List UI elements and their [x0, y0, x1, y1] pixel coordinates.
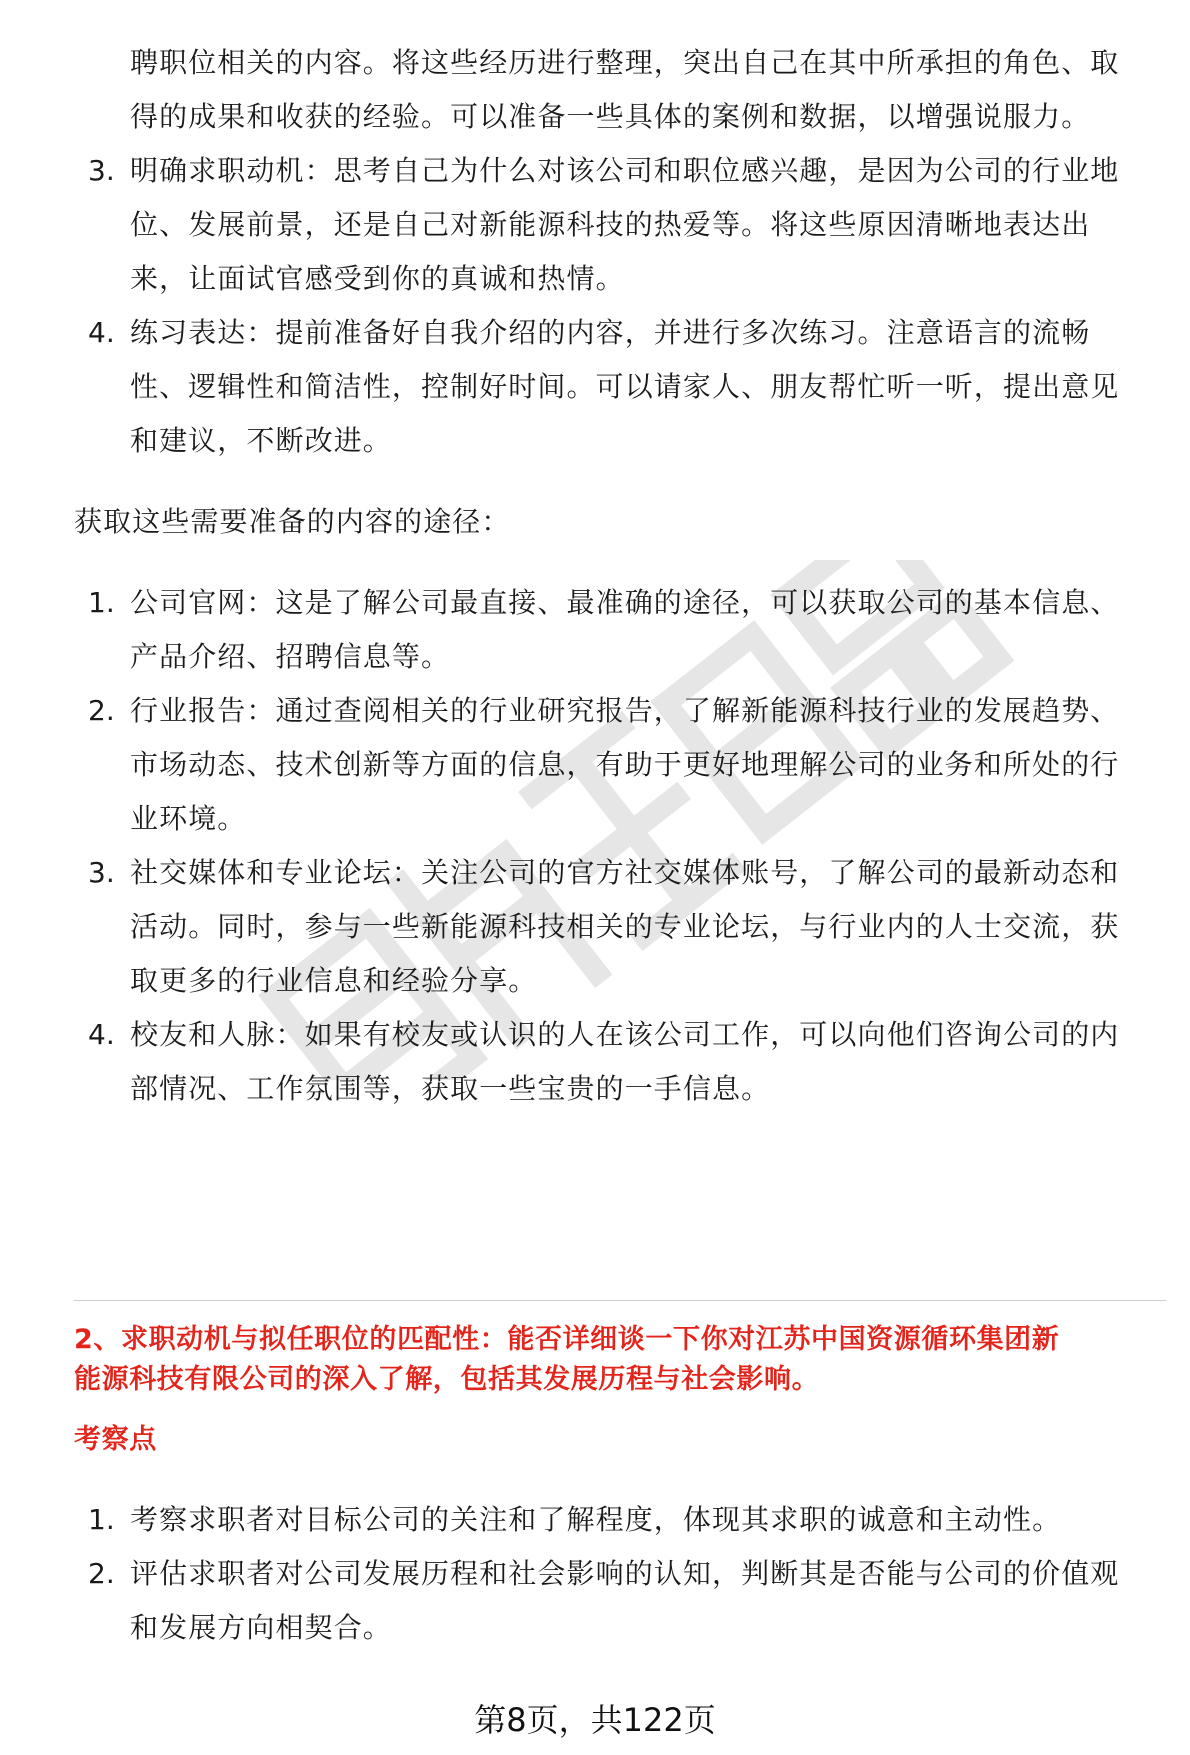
section-intro: 获取这些需要准备的内容的途径：	[74, 505, 511, 538]
list-item-line: 和发展方向相契合。	[130, 1611, 392, 1644]
list-number: 3.	[88, 856, 115, 889]
section-divider	[74, 1300, 1166, 1301]
list-item-line: 部情况、工作氛围等，获取一些宝贵的一手信息。	[130, 1072, 771, 1105]
question-heading-line: 2、求职动机与拟任职位的匹配性：能否详细谈一下你对江苏中国资源循环集团新	[74, 1324, 1060, 1355]
list-item-line: 性、逻辑性和简洁性，控制好时间。可以请家人、朋友帮忙听一听，提出意见	[130, 370, 1120, 403]
list-item-line: 活动。同时，参与一些新能源科技相关的专业论坛，与行业内的人士交流，获	[130, 910, 1120, 943]
list-item-line: 产品介绍、招聘信息等。	[130, 640, 451, 673]
list-item-line: 和建议，不断改进。	[130, 424, 392, 457]
list-item-line: 公司官网：这是了解公司最直接、最准确的途径，可以获取公司的基本信息、	[130, 586, 1120, 619]
list-item-line: 评估求职者对公司发展历程和社会影响的认知，判断其是否能与公司的价值观	[130, 1557, 1120, 1590]
question-heading-line: 能源科技有限公司的深入了解，包括其发展历程与社会影响。	[74, 1364, 820, 1395]
list-item-line: 行业报告：通过查阅相关的行业研究报告，了解新能源科技行业的发展趋势、	[130, 694, 1120, 727]
list-item-line: 位、发展前景，还是自己对新能源科技的热爱等。将这些原因清晰地表达出	[130, 208, 1091, 241]
paragraph-line: 聘职位相关的内容。将这些经历进行整理，突出自己在其中所承担的角色、取	[130, 46, 1120, 79]
assessment-subheading: 考察点	[74, 1424, 157, 1455]
list-number: 4.	[88, 316, 115, 349]
list-item-line: 社交媒体和专业论坛：关注公司的官方社交媒体账号，了解公司的最新动态和	[130, 856, 1120, 889]
list-number: 1.	[88, 1503, 115, 1536]
list-item-line: 练习表达：提前准备好自我介绍的内容，并进行多次练习。注意语言的流畅	[130, 316, 1091, 349]
list-number: 1.	[88, 586, 115, 619]
list-item-line: 来，让面试官感受到你的真诚和热情。	[130, 262, 625, 295]
list-number: 4.	[88, 1018, 115, 1051]
list-number: 2.	[88, 1557, 115, 1590]
list-item-line: 取更多的行业信息和经验分享。	[130, 964, 538, 997]
list-item-line: 市场动态、技术创新等方面的信息，有助于更好地理解公司的业务和所处的行	[130, 748, 1120, 781]
list-item-line: 业环境。	[130, 802, 247, 835]
list-number: 3.	[88, 154, 115, 187]
paragraph-line: 得的成果和收获的经验。可以准备一些具体的案例和数据，以增强说服力。	[130, 100, 1091, 133]
list-item-line: 校友和人脉：如果有校友或认识的人在该公司工作，可以向他们咨询公司的内	[130, 1018, 1120, 1051]
page-number: 第8页，共122页	[474, 1701, 716, 1739]
list-item-line: 考察求职者对目标公司的关注和了解程度，体现其求职的诚意和主动性。	[130, 1503, 1062, 1536]
list-number: 2.	[88, 694, 115, 727]
list-item-line: 明确求职动机：思考自己为什么对该公司和职位感兴趣，是因为公司的行业地	[130, 154, 1120, 187]
